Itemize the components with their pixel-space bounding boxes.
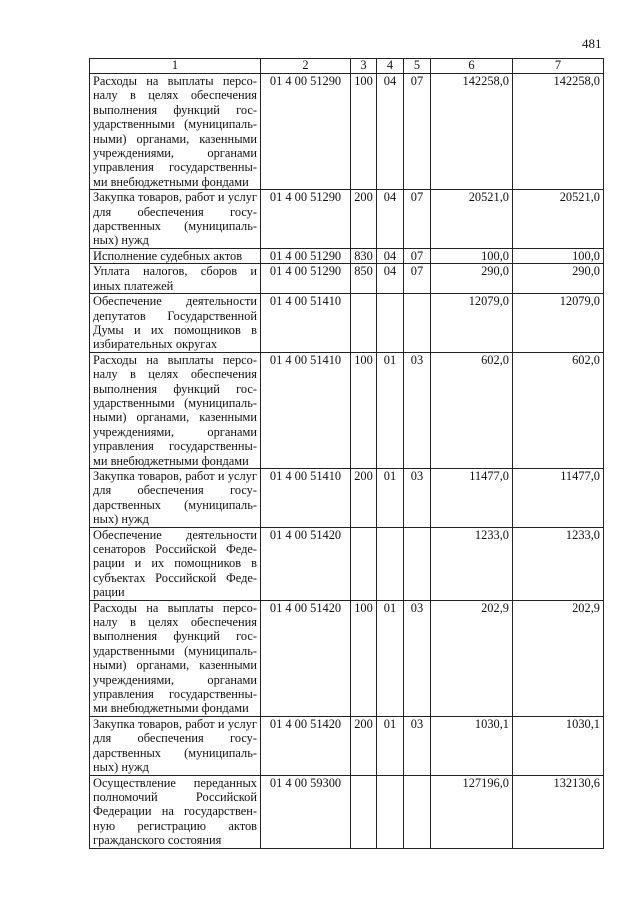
amount-col6: 202,9 xyxy=(431,600,513,716)
target-code: 01 4 00 51290 xyxy=(261,264,351,294)
expense-name: Обеспечение деятельности сенаторов Российской Феде-рации и их помощников в субъектах Российской Феде-рации xyxy=(90,527,261,600)
amount-col7: 290,0 xyxy=(513,264,604,294)
amount-col7: 100,0 xyxy=(513,248,604,263)
subsection-code: 03 xyxy=(404,352,431,468)
table-row xyxy=(90,468,604,527)
expense-type: 200 xyxy=(351,190,377,249)
expense-name: Осуществление переданных полномочий Российской Федерации на государствен-ную регистрацию актов гражданского состояния xyxy=(90,775,261,848)
target-code: 01 4 00 51420 xyxy=(261,716,351,775)
expense-type xyxy=(351,294,377,353)
target-code: 01 4 00 51410 xyxy=(261,294,351,353)
expense-type: 830 xyxy=(351,248,377,263)
expense-name: Расходы на выплаты персо-налу в целях обеспечения выполнения функций гос-ударственными (муниципаль-ными) органами, казенными учреждениями, органами управления государственны-ми внебюджетными фондами xyxy=(90,600,261,716)
amount-col7: 20521,0 xyxy=(513,190,604,249)
target-code: 01 4 00 51420 xyxy=(261,600,351,716)
expense-type xyxy=(351,527,377,600)
column-header: 5 xyxy=(404,59,431,74)
amount-col6: 290,0 xyxy=(431,264,513,294)
subsection-code: 07 xyxy=(404,190,431,249)
subsection-code xyxy=(404,527,431,600)
amount-col6: 602,0 xyxy=(431,352,513,468)
amount-col7: 12079,0 xyxy=(513,294,604,353)
table-row xyxy=(90,190,604,249)
amount-col6: 11477,0 xyxy=(431,468,513,527)
subsection-code: 03 xyxy=(404,468,431,527)
header-row xyxy=(90,59,604,74)
target-code: 01 4 00 51290 xyxy=(261,190,351,249)
column-header: 6 xyxy=(431,59,513,74)
amount-col7: 11477,0 xyxy=(513,468,604,527)
section-code: 01 xyxy=(377,352,404,468)
section-code: 01 xyxy=(377,468,404,527)
section-code xyxy=(377,294,404,353)
section-code: 01 xyxy=(377,600,404,716)
subsection-code xyxy=(404,775,431,848)
column-header: 1 xyxy=(90,59,261,74)
amount-col6: 142258,0 xyxy=(431,74,513,190)
expense-name: Уплата налогов, сборов и иных платежей xyxy=(90,264,261,294)
subsection-code: 07 xyxy=(404,74,431,190)
expense-name: Расходы на выплаты персо-налу в целях обеспечения выполнения функций гос-ударственными (муниципаль-ными) органами, казенными учреждениями, органами управления государственны-ми внебюджетными фондами xyxy=(90,74,261,190)
amount-col6: 127196,0 xyxy=(431,775,513,848)
target-code: 01 4 00 51420 xyxy=(261,527,351,600)
expense-type xyxy=(351,775,377,848)
expense-name: Исполнение судебных актов xyxy=(90,248,261,263)
table-row xyxy=(90,716,604,775)
subsection-code xyxy=(404,294,431,353)
column-header: 2 xyxy=(261,59,351,74)
column-header: 7 xyxy=(513,59,604,74)
expense-name: Закупка товаров, работ и услуг для обеспечения госу-дарственных (муниципаль-ных) нужд xyxy=(90,468,261,527)
target-code: 01 4 00 51410 xyxy=(261,352,351,468)
table-row xyxy=(90,248,604,263)
expense-name: Расходы на выплаты персо-налу в целях обеспечения выполнения функций гос-ударственными (муниципаль-ными) органами, казенными учреждениями, органами управления государственны-ми внебюджетными фондами xyxy=(90,352,261,468)
target-code: 01 4 00 51290 xyxy=(261,74,351,190)
section-code xyxy=(377,775,404,848)
target-code: 01 4 00 59300 xyxy=(261,775,351,848)
expense-type: 850 xyxy=(351,264,377,294)
section-code xyxy=(377,527,404,600)
amount-col6: 100,0 xyxy=(431,248,513,263)
section-code: 04 xyxy=(377,264,404,294)
amount-col6: 12079,0 xyxy=(431,294,513,353)
table-row xyxy=(90,74,604,190)
column-header: 3 xyxy=(351,59,377,74)
table-row xyxy=(90,527,604,600)
amount-col6: 20521,0 xyxy=(431,190,513,249)
subsection-code: 07 xyxy=(404,264,431,294)
page-number: 481 xyxy=(582,36,602,51)
amount-col7: 602,0 xyxy=(513,352,604,468)
amount-col6: 1233,0 xyxy=(431,527,513,600)
subsection-code: 03 xyxy=(404,600,431,716)
section-code: 01 xyxy=(377,716,404,775)
expense-type: 100 xyxy=(351,352,377,468)
expense-name: Закупка товаров, работ и услуг для обеспечения госу-дарственных (муниципаль-ных) нужд xyxy=(90,716,261,775)
target-code: 01 4 00 51290 xyxy=(261,248,351,263)
table-row xyxy=(90,264,604,294)
table-row xyxy=(90,352,604,468)
expense-type: 100 xyxy=(351,600,377,716)
section-code: 04 xyxy=(377,190,404,249)
subsection-code: 03 xyxy=(404,716,431,775)
subsection-code: 07 xyxy=(404,248,431,263)
amount-col6: 1030,1 xyxy=(431,716,513,775)
amount-col7: 132130,6 xyxy=(513,775,604,848)
amount-col7: 142258,0 xyxy=(513,74,604,190)
amount-col7: 1030,1 xyxy=(513,716,604,775)
expense-name: Закупка товаров, работ и услуг для обеспечения госу-дарственных (муниципаль-ных) нужд xyxy=(90,190,261,249)
column-header: 4 xyxy=(377,59,404,74)
expense-type: 200 xyxy=(351,716,377,775)
expense-type: 100 xyxy=(351,74,377,190)
expense-name: Обеспечение деятельности депутатов Государственной Думы и их помощников в избирательных округах xyxy=(90,294,261,353)
amount-col7: 1233,0 xyxy=(513,527,604,600)
table-row xyxy=(90,294,604,353)
target-code: 01 4 00 51410 xyxy=(261,468,351,527)
expense-type: 200 xyxy=(351,468,377,527)
amount-col7: 202,9 xyxy=(513,600,604,716)
table-row xyxy=(90,600,604,716)
budget-table xyxy=(89,58,604,849)
section-code: 04 xyxy=(377,74,404,190)
section-code: 04 xyxy=(377,248,404,263)
table-row xyxy=(90,775,604,848)
